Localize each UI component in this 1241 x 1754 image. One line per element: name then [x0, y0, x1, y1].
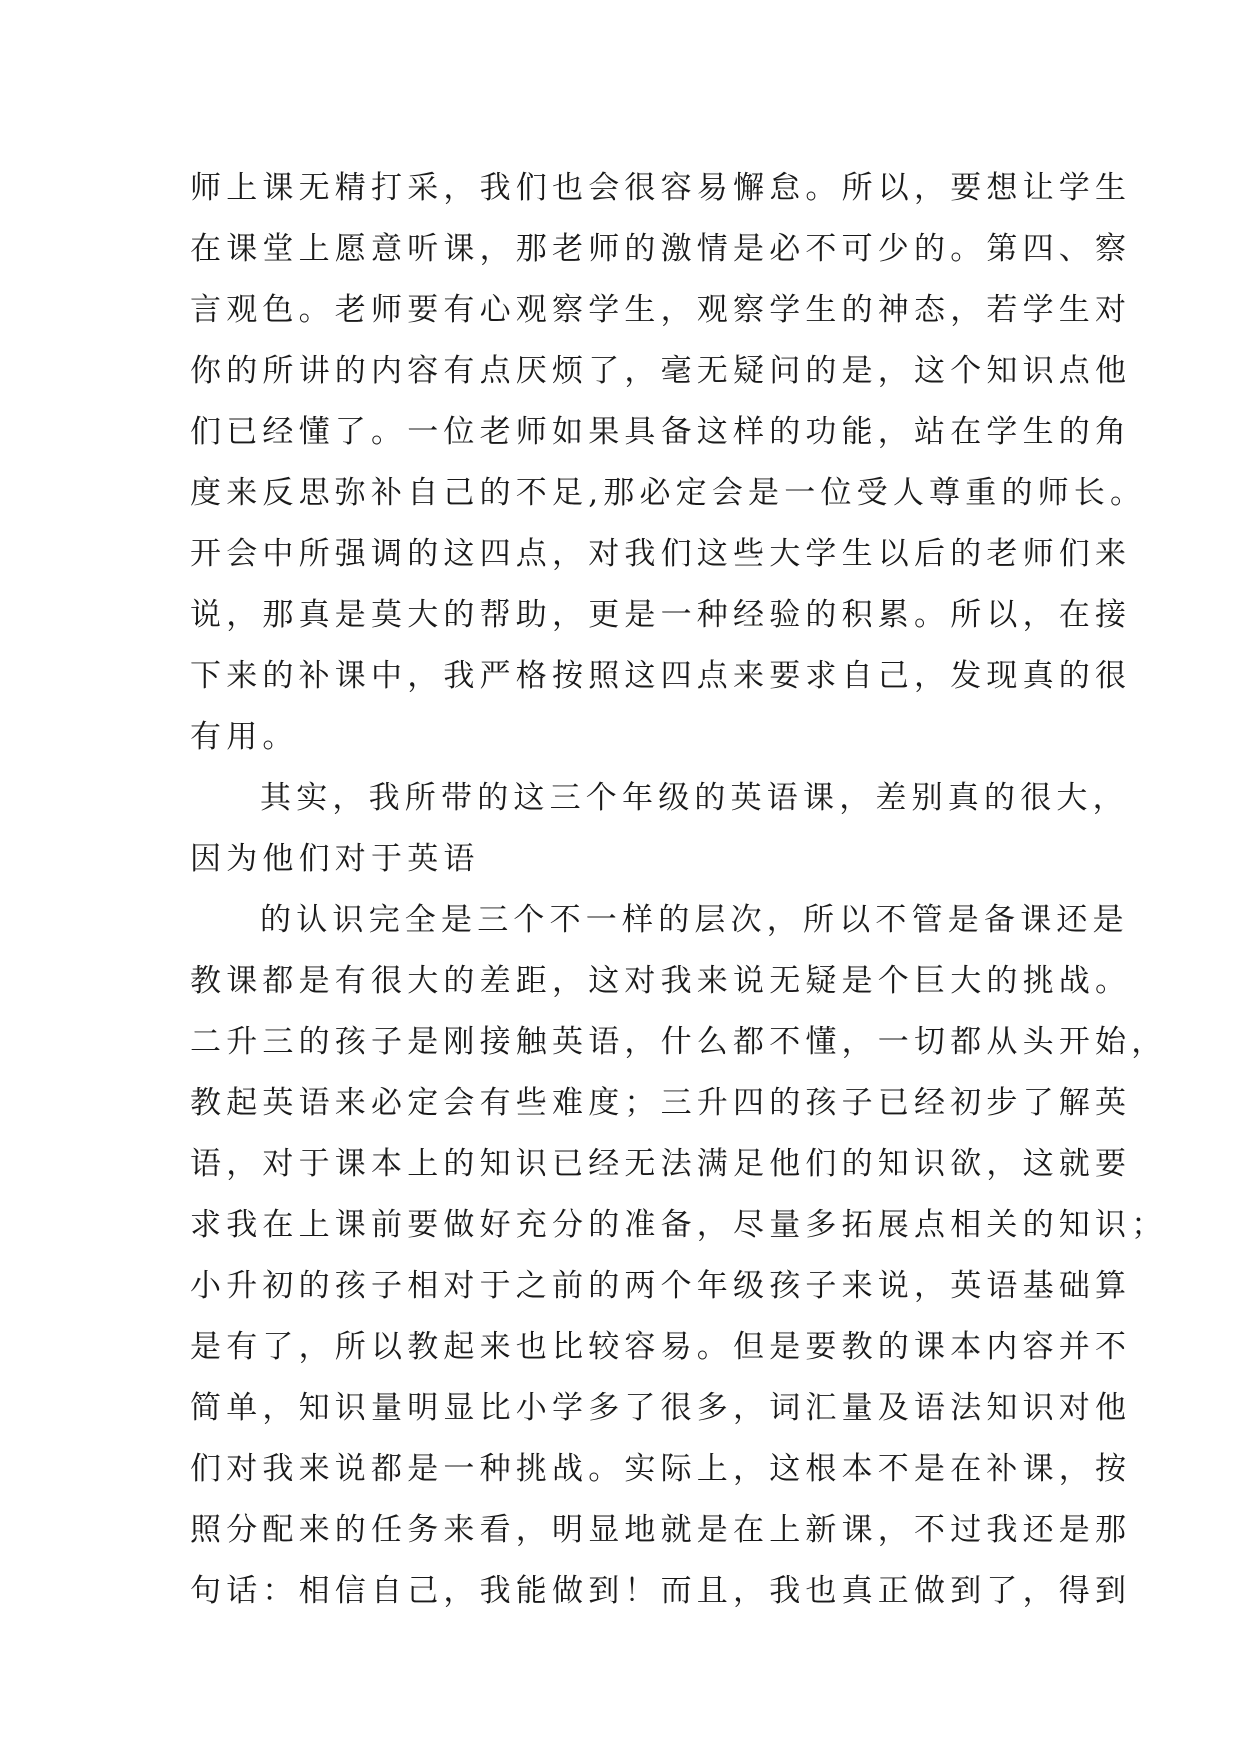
text-line: 们已经懂了。一位老师如果具备这样的功能，站在学生的角	[190, 414, 1132, 450]
text-line: 二升三的孩子是刚接触英语，什么都不懂，一切都从头开始，	[190, 1024, 1168, 1060]
text-line: 们对我来说都是一种挑战。实际上，这根本不是在补课，按	[190, 1451, 1132, 1487]
text-line: 教起英语来必定会有些难度；三升四的孩子已经初步了解英	[190, 1085, 1132, 1121]
text-line: 言观色。老师要有心观察学生，观察学生的神态，若学生对	[190, 292, 1132, 328]
text-line: 因为他们对于英语	[190, 841, 480, 877]
text-line: 语，对于课本上的知识已经无法满足他们的知识欲，这就要	[190, 1146, 1132, 1182]
text-line: 句话：相信自己，我能做到！而且，我也真正做到了，得到	[190, 1573, 1132, 1609]
text-line: 你的所讲的内容有点厌烦了，毫无疑问的是，这个知识点他	[190, 353, 1132, 389]
text-line: 求我在上课前要做好充分的准备，尽量多拓展点相关的知识；	[190, 1207, 1168, 1243]
paragraph-start-line: 的认识完全是三个不一样的层次，所以不管是备课还是	[260, 902, 1129, 938]
text-line: 在课堂上愿意听课，那老师的激情是必不可少的。第四、察	[190, 231, 1132, 267]
text-line: 开会中所强调的这四点，对我们这些大学生以后的老师们来	[190, 536, 1132, 572]
text-line: 有用。	[190, 719, 299, 755]
paragraph-start-line: 其实，我所带的这三个年级的英语课，差别真的很大，	[260, 780, 1129, 816]
text-line: 师上课无精打采，我们也会很容易懈怠。所以，要想让学生	[190, 170, 1132, 206]
text-line: 教课都是有很大的差距，这对我来说无疑是个巨大的挑战。	[190, 963, 1132, 999]
text-line: 简单，知识量明显比小学多了很多，词汇量及语法知识对他	[190, 1390, 1132, 1426]
text-line: 小升初的孩子相对于之前的两个年级孩子来说，英语基础算	[190, 1268, 1132, 1304]
text-line: 说，那真是莫大的帮助，更是一种经验的积累。所以，在接	[190, 597, 1132, 633]
body-text	[190, 158, 1168, 1622]
text-line: 是有了，所以教起来也比较容易。但是要教的课本内容并不	[190, 1329, 1132, 1365]
text-line: 度来反思弥补自己的不足,那必定会是一位受人尊重的师长。	[190, 475, 1147, 511]
text-line: 照分配来的任务来看，明显地就是在上新课，不过我还是那	[190, 1512, 1132, 1548]
text-line: 下来的补课中，我严格按照这四点来要求自己，发现真的很	[190, 658, 1132, 694]
